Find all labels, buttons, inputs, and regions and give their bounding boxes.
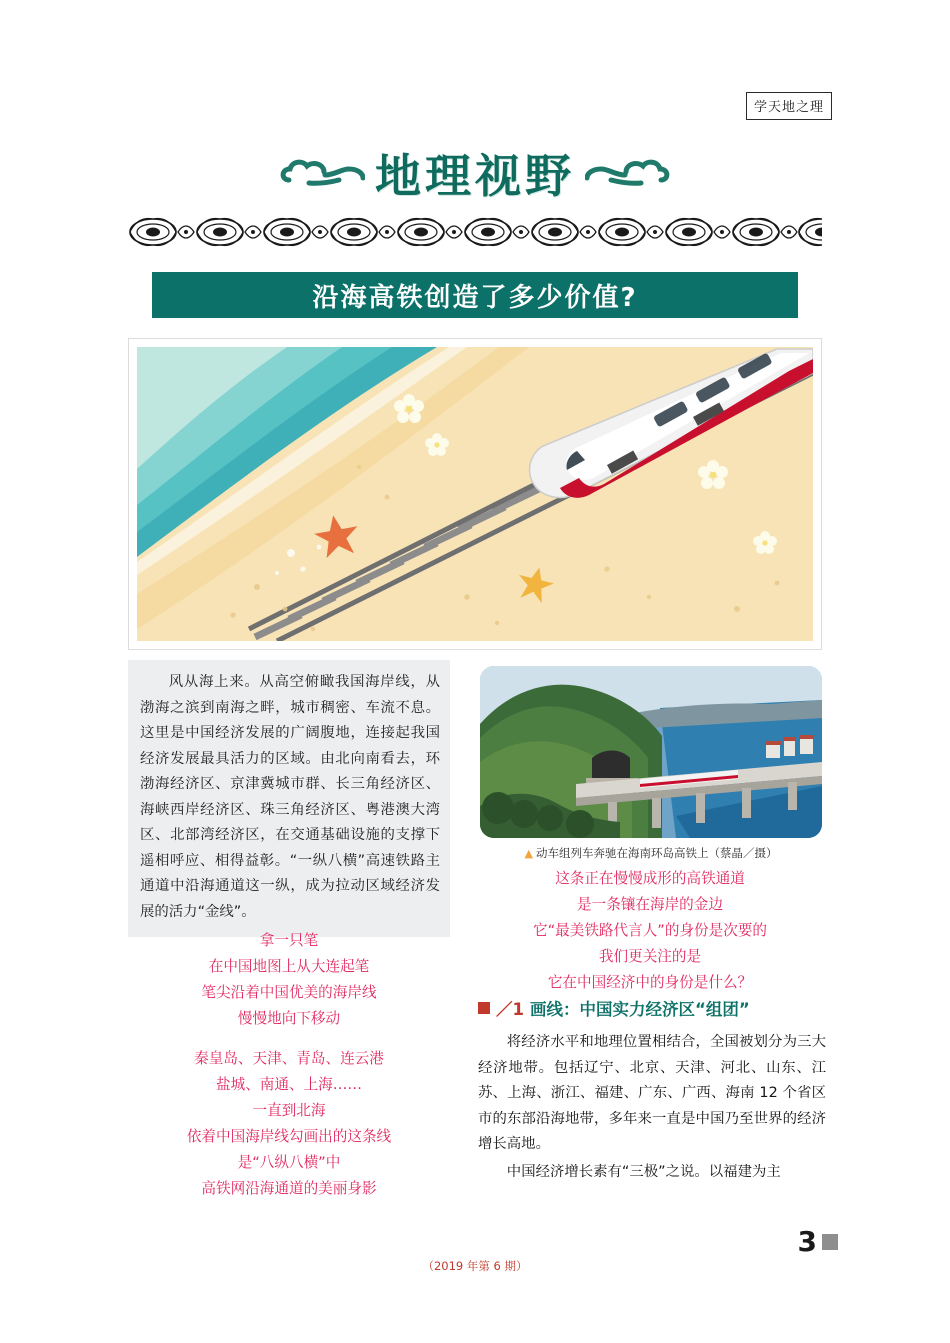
article-title: 沿海高铁创造了多少价值? <box>312 282 638 313</box>
photo-caption-text: 动车组列车奔驰在海南环岛高铁上（蔡晶／摄） <box>535 846 778 860</box>
poem-line: 高铁网沿海通道的美丽身影 <box>201 1180 377 1197</box>
poem-line: 这条正在慢慢成形的高铁通道 <box>555 870 745 887</box>
hero-illustration <box>137 347 813 641</box>
poem-line: 是“八纵八横”中 <box>237 1154 341 1171</box>
poem-line: 它“最美铁路代言人”的身份是次要的 <box>532 922 768 939</box>
photo-coastal-railway <box>480 666 822 838</box>
section-heading-text: 画线：中国实力经济区“组团” <box>529 1000 750 1019</box>
folio-square-icon <box>822 1234 838 1250</box>
square-bullet-icon <box>478 1002 490 1014</box>
poem-left-first <box>128 928 450 1032</box>
poem-line: 依着中国海岸线勾画出的这条线 <box>186 1128 392 1145</box>
poem-line: 一直到北海 <box>252 1102 326 1119</box>
poem-line: 在中国地图上从大连起笔 <box>208 958 370 975</box>
cloud-ornament-right-icon <box>585 153 671 193</box>
running-head-tag: 学天地之理 <box>746 92 832 120</box>
body-paragraph: 中国经济增长素有“三极”之说。以福建为主 <box>506 1163 781 1180</box>
triangle-bullet-icon: ▲ <box>524 847 533 860</box>
section-number: ／1 <box>496 1000 524 1019</box>
poem-right <box>474 866 826 996</box>
intro-paragraph-box <box>128 660 450 937</box>
cloud-ornament-left-icon <box>279 153 365 193</box>
poem-line: 盐城、南通、上海…… <box>216 1076 362 1093</box>
ornamental-divider <box>128 215 822 249</box>
section-heading <box>478 996 828 1020</box>
masthead <box>0 140 950 206</box>
poem-left-second <box>128 1046 450 1202</box>
masthead-title: 地理视野 <box>375 149 575 203</box>
photo-caption <box>480 845 822 861</box>
poem-line: 我们更关注的是 <box>598 948 702 965</box>
article-title-bar <box>152 272 798 318</box>
poem-line: 秦皇岛、天津、青岛、连云港 <box>194 1050 384 1067</box>
poem-line: 慢慢地向下移动 <box>237 1010 341 1027</box>
hero-illustration-frame <box>128 338 822 650</box>
poem-line: 是一条镶在海岸的金边 <box>577 896 723 913</box>
poem-line: 它在中国经济中的身份是什么？ <box>547 974 753 991</box>
page-number: 3 <box>797 1225 817 1258</box>
body-text-right-column <box>478 1030 826 1187</box>
intro-paragraph: 风从海上来。从高空俯瞰我国海岸线，从渤海之滨到南海之畔，城市稠密、车流不息。这里是中国经济发展的广阔腹地，连接起我国经济发展最具活力的区域。由北向南看去，环渤海经济区、京津冀城市群、长三角经济区、海峡西岸经济区、珠三角经济区、粤港澳大湾区、北部湾经济区，在交通基础设施的支撑下遥相呼应、相得益彰。“一纵八横”高速铁路主通道中沿海通道这一纵，成为拉动区域经济发展的活力“金线”。 <box>140 674 440 920</box>
page-folio <box>797 1225 838 1258</box>
issue-line: （2019 年第 6 期） <box>422 1259 528 1273</box>
poem-line: 拿一只笔 <box>259 932 319 949</box>
poem-line: 笔尖沿着中国优美的海岸线 <box>201 984 377 1001</box>
body-paragraph: 将经济水平和地理位置相结合，全国被划分为三大经济地带。包括辽宁、北京、天津、河北、山东、江苏、上海、浙江、福建、广东、广西、海南 12 个省区市的东部沿海地带，多年来一直是中国乃至世界的经济增长高地。 <box>478 1034 826 1152</box>
